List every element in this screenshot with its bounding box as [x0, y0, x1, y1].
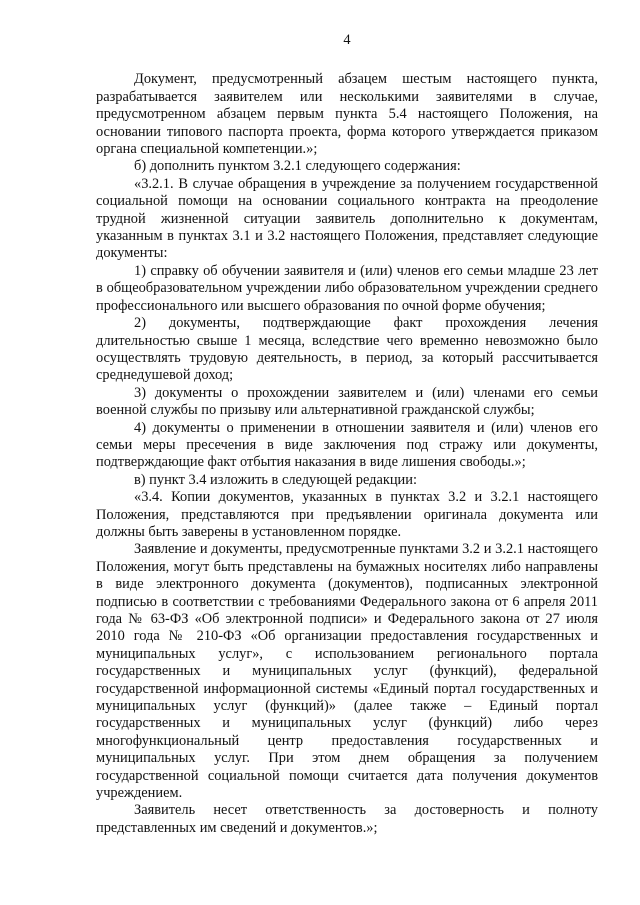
page-number: 4 [343, 32, 351, 48]
paragraph-amend-v: в) пункт 3.4 изложить в следующей редакции: [134, 471, 417, 488]
paragraph-submission-methods: Заявление и документы, предусмотренные пунктами 3.2 и 3.2.1 настоящего Положения, могут быть представлены на бумажных носителях либо направлены в виде электронного документа (документов), подписанных электронной подписью в соответствии с требованиями Федерального закона от 6 апреля 2011 года № 63-ФЗ «Об электронной подписи» и Федерального закона от 27 июля 2010 года № 210-ФЗ «Об организации предоставления государственных и муниципальных услуг», с использованием регионального портала государственных и муниципальных услуг (функций), федеральной государственной информационной системы «Единый портал государственных и муниципальных услуг (функций)» (далее также – Единый портал государственных и муниципальных услуг (функций) либо через многофункциональный центр предоставления государственных и муниципальных услуг. При этом днем обращения за получением государственной социальной помощи считается дата получения документов учреждением. [96, 541, 598, 802]
list-item-3: 3) документы о прохождении заявителем и (или) членами его семьи военной службы по призыву или альтернативной гражданской службы; [96, 384, 598, 419]
list-item-2: 2) документы, подтверждающие факт прохождения лечения длительностью свыше 1 месяца, вследствие чего временно невозможно было осуществлять трудовую деятельность, в период, за который рассчитывается среднедушевой доход; [96, 315, 598, 384]
list-item-4: 4) документы о применении в отношении заявителя и (или) членов его семьи меры пресечения в виде заключения под стражу или документы, подтверждающие факт отбытия наказания в виде лишения свободы.»; [96, 419, 598, 471]
paragraph-3-2-1: «3.2.1. В случае обращения в учреждение за получением государственной социальной помощи на основании социального контракта на преодоление трудной жизненной ситуации заявитель дополнительно к документам, указанным в пунктах 3.1 и 3.2 настоящего Положения, представляет следующие документы: [96, 175, 598, 262]
paragraph-amend-b: б) дополнить пунктом 3.2.1 следующего содержания: [134, 158, 461, 175]
paragraph-responsibility: Заявитель несет ответственность за достоверность и полноту представленных им сведений и документов.»; [96, 802, 598, 836]
paragraph-3-4: «3.4. Копии документов, указанных в пунктах 3.2 и 3.2.1 настоящего Положения, представляются при предъявлении оригинала документа или должны быть заверены в установленном порядке. [96, 489, 598, 540]
paragraph-passport-note: Документ, предусмотренный абзацем шестым настоящего пункта, разрабатывается заявителем или несколькими заявителями в случае, предусмотренном абзацем первым пункта 5.4 настоящего Положения, на основании типового паспорта проекта, форма которого утверждается приказом органа специальной компетенции.»; [96, 71, 598, 158]
list-item-1: 1) справку об обучении заявителя и (или) членов его семьи младше 23 лет в общеобразовательном учреждении либо образовательном учреждении среднего профессионального или высшего образования по очной форме обучения; [96, 262, 598, 314]
